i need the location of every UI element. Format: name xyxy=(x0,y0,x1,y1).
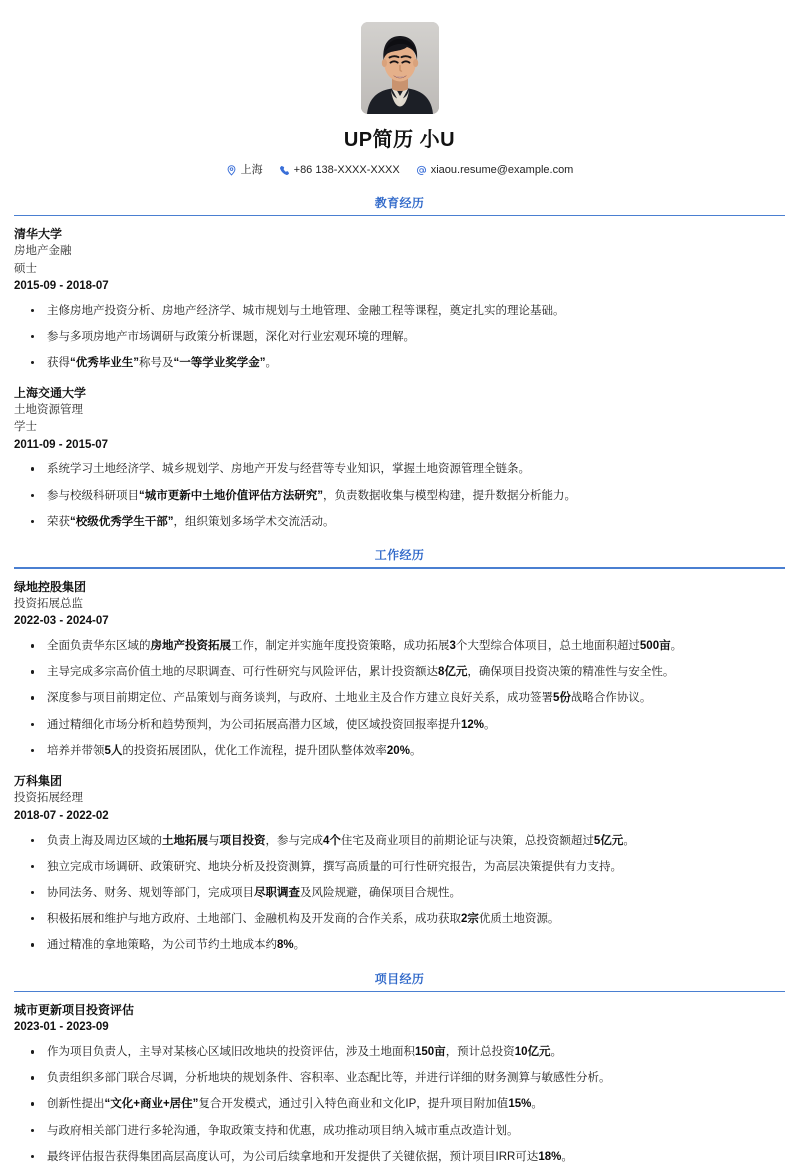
entry xyxy=(14,225,785,373)
entry-major: 房地产金融 xyxy=(14,243,785,260)
entry-organization: 万科集团 xyxy=(14,772,785,790)
bullet-item: 全面负责华东区域的房地产投资拓展工作，制定并实施年度投资策略，成功拓展3个大型综合体项目，总土地面积超过500亩。 xyxy=(14,637,785,656)
bullet-item: 与政府相关部门进行多轮沟通，争取政策支持和优惠，成功推动项目纳入城市重点改造计划。 xyxy=(14,1122,785,1141)
entry-degree: 硕士 xyxy=(14,261,785,278)
bullet-item: 系统学习土地经济学、城乡规划学、房地产开发与经营等专业知识，掌握土地资源管理全链条。 xyxy=(14,460,785,479)
contact-phone xyxy=(279,162,400,179)
location-pin-icon xyxy=(226,165,237,176)
section-project xyxy=(14,970,785,1166)
entry xyxy=(14,772,785,954)
entry-role: 投资拓展经理 xyxy=(14,790,785,807)
resume-header xyxy=(14,0,785,179)
section-divider xyxy=(14,215,785,217)
bullet-item: 独立完成市场调研、政策研究、地块分析及投资测算，撰写高质量的可行性研究报告，为高层决策提供有力支持。 xyxy=(14,858,785,877)
phone-icon xyxy=(279,165,290,176)
entry xyxy=(14,578,785,760)
contact-email-text: xiaou.resume@example.com xyxy=(431,162,574,179)
entry-degree: 学士 xyxy=(14,419,785,436)
bullet-item: 负责组织多部门联合尽调，分析地块的规划条件、容积率、业态配比等，并进行详细的财务测算与敏感性分析。 xyxy=(14,1069,785,1088)
section-title: 教育经历 xyxy=(14,194,785,215)
bullet-list xyxy=(14,460,785,531)
page-title: UP简历 小U xyxy=(14,125,785,155)
contact-location xyxy=(226,162,263,179)
section-education xyxy=(14,194,785,532)
bullet-item: 荣获“校级优秀学生干部”，组织策划多场学术交流活动。 xyxy=(14,513,785,532)
section-divider xyxy=(14,991,785,993)
bullet-item: 培养并带领5人的投资拓展团队，优化工作流程，提升团队整体效率20%。 xyxy=(14,742,785,761)
bullet-item: 创新性提出“文化+商业+居住”复合开发模式，通过引入特色商业和文化IP，提升项目附加值15%。 xyxy=(14,1095,785,1114)
bullet-list xyxy=(14,832,785,955)
contact-phone-text: +86 138-XXXX-XXXX xyxy=(294,162,400,179)
bullet-item: 参与校级科研项目“城市更新中土地价值评估方法研究”，负责数据收集与模型构建，提升数据分析能力。 xyxy=(14,487,785,506)
bullet-item: 参与多项房地产市场调研与政策分析课题，深化对行业宏观环境的理解。 xyxy=(14,328,785,347)
contact-row xyxy=(14,162,785,179)
bullet-item: 负责上海及周边区域的土地拓展与项目投资，参与完成4个住宅及商业项目的前期论证与决策，总投资额超过5亿元。 xyxy=(14,832,785,851)
bullet-item: 通过精细化市场分析和趋势预判，为公司拓展高潜力区域，使区域投资回报率提升12%。 xyxy=(14,716,785,735)
entry-dates: 2015-09 - 2018-07 xyxy=(14,278,785,296)
entry-organization: 绿地控股集团 xyxy=(14,578,785,596)
bullet-item: 作为项目负责人，主导对某核心区域旧改地块的投资评估，涉及土地面积150亩，预计总投资10亿元。 xyxy=(14,1043,785,1062)
section-title: 项目经历 xyxy=(14,970,785,991)
bullet-item: 协同法务、财务、规划等部门，完成项目尽职调查及风险规避，确保项目合规性。 xyxy=(14,884,785,903)
entry-major: 土地资源管理 xyxy=(14,402,785,419)
resume-sections xyxy=(14,194,785,1166)
bullet-item: 主导完成多宗高价值土地的尽职调查、可行性研究与风险评估，累计投资额达8亿元，确保项目投资决策的精准性与安全性。 xyxy=(14,663,785,682)
bullet-list xyxy=(14,637,785,760)
bullet-item: 深度参与项目前期定位、产品策划与商务谈判，与政府、土地业主及合作方建立良好关系，成功签署5份战略合作协议。 xyxy=(14,689,785,708)
entry xyxy=(14,1001,785,1166)
email-at-icon xyxy=(416,165,427,176)
entry-dates: 2022-03 - 2024-07 xyxy=(14,613,785,631)
bullet-item: 最终评估报告获得集团高层高度认可，为公司后续拿地和开发提供了关键依据，预计项目IRR可达18%。 xyxy=(14,1148,785,1166)
bullet-list xyxy=(14,302,785,373)
entry-organization: 清华大学 xyxy=(14,225,785,243)
bullet-item: 通过精准的拿地策略，为公司节约土地成本约8%。 xyxy=(14,936,785,955)
bullet-item: 积极拓展和维护与地方政府、土地部门、金融机构及开发商的合作关系，成功获取2宗优质土地资源。 xyxy=(14,910,785,929)
photo-wrapper xyxy=(14,22,785,114)
contact-email xyxy=(416,162,574,179)
contact-location-text: 上海 xyxy=(241,162,263,179)
entry-role: 投资拓展总监 xyxy=(14,596,785,613)
bullet-item: 主修房地产投资分析、房地产经济学、城市规划与土地管理、金融工程等课程，奠定扎实的理论基础。 xyxy=(14,302,785,321)
entry-organization: 上海交通大学 xyxy=(14,384,785,402)
entry-dates: 2011-09 - 2015-07 xyxy=(14,437,785,455)
entry xyxy=(14,384,785,532)
bullet-list xyxy=(14,1043,785,1166)
section-divider xyxy=(14,567,785,569)
bullet-item: 获得“优秀毕业生”称号及“一等学业奖学金”。 xyxy=(14,354,785,373)
avatar xyxy=(361,22,439,114)
entry-dates: 2023-01 - 2023-09 xyxy=(14,1019,785,1037)
section-work xyxy=(14,546,785,954)
entry-dates: 2018-07 - 2022-02 xyxy=(14,808,785,826)
entry-organization: 城市更新项目投资评估 xyxy=(14,1001,785,1019)
section-title: 工作经历 xyxy=(14,546,785,567)
